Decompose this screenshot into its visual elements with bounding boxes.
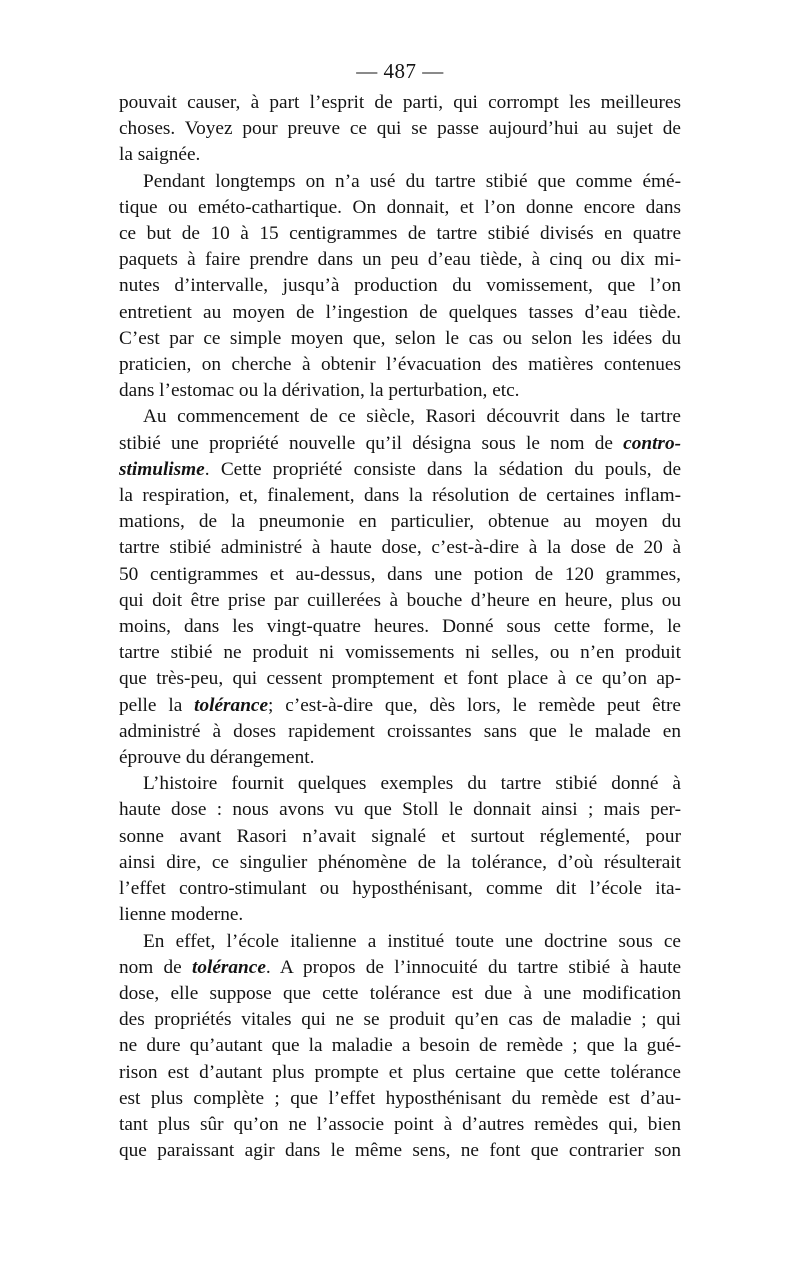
text-line: la saignée. bbox=[119, 144, 201, 166]
text-line: choses. Voyez pour preuve ce qui se passe aujourd’hui au sujet de bbox=[119, 118, 681, 140]
text-line: ainsi dire, ce singulier phénomène de la tolérance, d’où résulterait bbox=[119, 851, 681, 873]
text-line bbox=[119, 955, 681, 981]
emphasis-tolerance-2: tolérance bbox=[191, 956, 266, 978]
paragraph-5 bbox=[119, 929, 681, 1165]
text-line: haute dose : nous avons vu que Stoll le donnait ainsi ; mais per- bbox=[119, 799, 681, 821]
paragraph-2 bbox=[119, 169, 681, 405]
text-line: tique ou eméto-cathartique. On donnait, et l’on donne encore dans bbox=[119, 196, 681, 218]
text-line: l’effet contro-stimulant ou hyposthénisant, comme dit l’école ita- bbox=[119, 878, 681, 900]
text-line: paquets à faire prendre dans un peu d’eau tiède, à cinq ou dix mi- bbox=[119, 249, 681, 271]
text-line: la respiration, et, finalement, dans la résolution de certaines inflam- bbox=[119, 485, 681, 507]
paragraph-4 bbox=[119, 771, 681, 928]
emphasis-tolerance: tolérance bbox=[194, 694, 269, 716]
text-line: tartre stibié ne produit ni vomissements ni selles, ou n’en produit bbox=[119, 642, 681, 664]
text-line: qui doit être prise par cuillerées à bouche d’heure en heure, plus ou bbox=[119, 589, 681, 611]
text-line: que très-peu, qui cessent promptement et font place à ce qu’on ap- bbox=[119, 668, 681, 690]
text-line: rison est d’autant plus prompte et plus certaine que cette tolérance bbox=[119, 1061, 681, 1083]
text-line: sonne avant Rasori n’avait signalé et surtout réglementé, pour bbox=[119, 825, 681, 847]
text-line bbox=[119, 693, 681, 719]
text-segment: . Cette propriété consiste dans la sédation du pouls, de bbox=[204, 458, 681, 480]
text-line: dose, elle suppose que cette tolérance est due à une modification bbox=[119, 982, 681, 1004]
emphasis-stimulisme: stimulisme bbox=[119, 458, 205, 480]
text-line: éprouve du dérangement. bbox=[119, 747, 315, 769]
text-segment: stibié une propriété nouvelle qu’il désigna sous le nom de bbox=[119, 432, 624, 454]
text-line: ne dure qu’autant que la maladie a besoin de remède ; que la gué- bbox=[119, 1035, 681, 1057]
text-line: administré à doses rapidement croissantes sans que le malade en bbox=[119, 720, 681, 742]
text-line: lienne moderne. bbox=[119, 904, 244, 926]
text-line: entretient au moyen de l’ingestion de quelques tasses d’eau tiède. bbox=[119, 301, 681, 323]
text-line: tartre stibié administré à haute dose, c’est-à-dire à la dose de 20 à bbox=[119, 537, 681, 559]
text-line: En effet, l’école italienne a institué toute une doctrine sous ce bbox=[143, 930, 681, 952]
text-line: ce but de 10 à 15 centigrammes de tartre stibié divisés en quatre bbox=[119, 223, 681, 245]
text-line: Au commencement de ce siècle, Rasori découvrit dans le tartre bbox=[143, 406, 681, 428]
text-segment: nom de bbox=[119, 956, 192, 978]
page-number: — 487 — bbox=[356, 59, 444, 83]
text-line: pouvait causer, à part l’esprit de parti, qui corrompt les meilleures bbox=[119, 92, 681, 113]
text-line: L’histoire fournit quelques exemples du tartre stibié donné à bbox=[143, 773, 681, 795]
text-line: Pendant longtemps on n’a usé du tartre stibié que comme émé- bbox=[143, 170, 681, 192]
paragraph-1 bbox=[119, 90, 681, 169]
text-line: dans l’estomac ou la dérivation, la perturbation, etc. bbox=[119, 380, 520, 402]
text-line: moins, dans les vingt-quatre heures. Donné sous cette forme, le bbox=[119, 616, 681, 638]
text-line: que paraissant agir dans le même sens, ne font que contrarier son bbox=[119, 1140, 681, 1162]
text-line: 50 centigrammes et au-dessus, dans une potion de 120 grammes, bbox=[119, 563, 681, 585]
text-line: C’est par ce simple moyen que, selon le cas ou selon les idées du bbox=[119, 327, 681, 349]
text-line: nutes d’intervalle, jusqu’à production du vomissement, que l’on bbox=[119, 275, 681, 297]
text-line bbox=[119, 431, 681, 457]
text-line: mations, de la pneumonie en particulier, obtenue au moyen du bbox=[119, 511, 681, 533]
text-line: praticien, on cherche à obtenir l’évacuation des matières contenues bbox=[119, 354, 681, 376]
text-line bbox=[119, 457, 681, 483]
text-segment: ; c’est-à-dire que, dès lors, le remède peut être bbox=[268, 694, 681, 716]
text-line: est plus complète ; que l’effet hyposthénisant du remède est d’au- bbox=[119, 1087, 681, 1109]
text-line: tant plus sûr qu’on ne l’associe point à d’autres remèdes qui, bien bbox=[119, 1113, 681, 1135]
book-page bbox=[119, 58, 681, 1164]
paragraph-3 bbox=[119, 404, 681, 771]
text-line: des propriétés vitales qui ne se produit qu’en cas de maladie ; qui bbox=[119, 1009, 681, 1031]
text-segment: . A propos de l’innocuité du tartre stibié à haute bbox=[265, 956, 682, 978]
text-segment: pelle la bbox=[119, 694, 195, 716]
emphasis-contro: contro- bbox=[623, 432, 681, 454]
